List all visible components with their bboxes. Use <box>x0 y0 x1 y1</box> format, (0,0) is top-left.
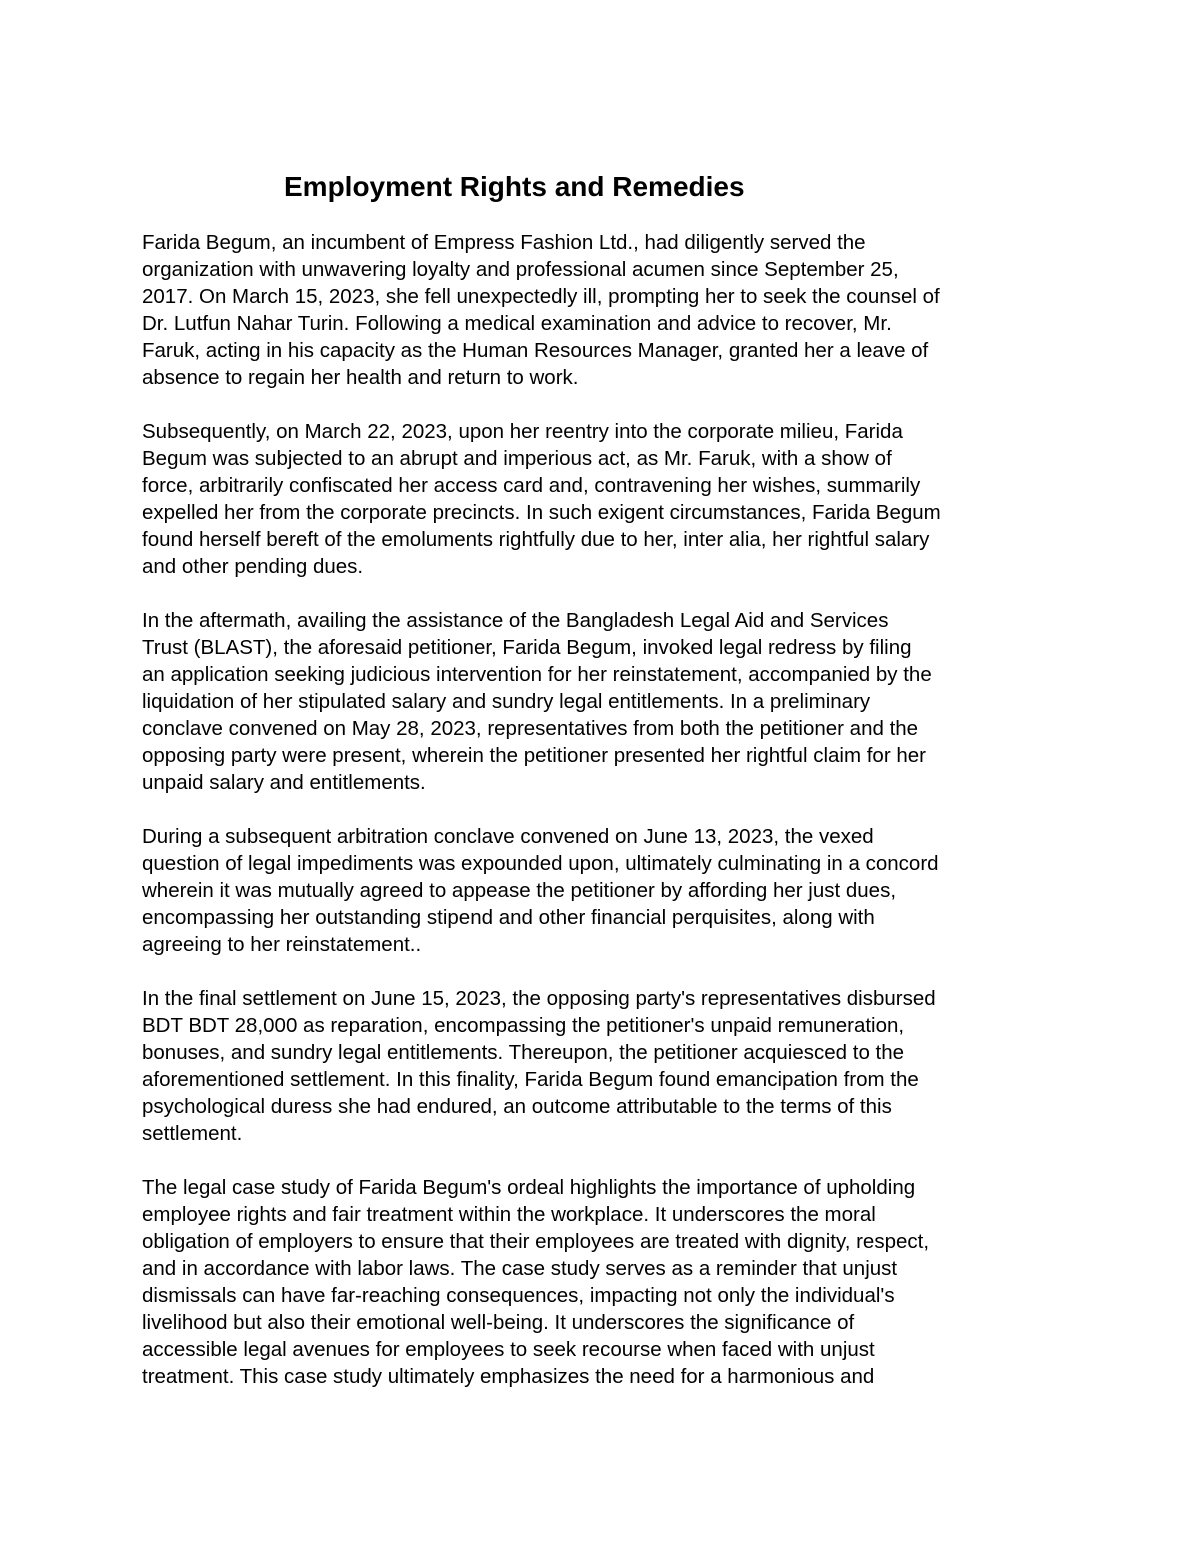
text-line: and other pending dues. <box>142 555 364 578</box>
text-line: wherein it was mutually agreed to appease the petitioner by affording her just dues, <box>142 879 897 902</box>
text-line: Farida Begum, an incumbent of Empress Fashion Ltd., had diligently served the <box>142 231 866 254</box>
text-line: BDT BDT 28,000 as reparation, encompassing the petitioner's unpaid remuneration, <box>142 1014 905 1037</box>
text-line: organization with unwavering loyalty and professional acumen since September 25, <box>142 258 899 281</box>
text-line: The legal case study of Farida Begum's ordeal highlights the importance of upholding <box>142 1176 916 1199</box>
text-line: livelihood but also their emotional well-being. It underscores the significance of <box>142 1311 855 1334</box>
text-line: absence to regain her health and return to work. <box>142 366 579 389</box>
text-line: settlement. <box>142 1122 243 1145</box>
text-line: opposing party were present, wherein the petitioner presented her rightful claim for her <box>142 744 926 767</box>
text-line: an application seeking judicious intervention for her reinstatement, accompanied by the <box>142 663 932 686</box>
text-line: During a subsequent arbitration conclave convened on June 13, 2023, the vexed <box>142 825 874 848</box>
text-line: unpaid salary and entitlements. <box>142 771 426 794</box>
text-line: expelled her from the corporate precincts. In such exigent circumstances, Farida Begum <box>142 501 941 524</box>
text-line: dismissals can have far-reaching consequences, impacting not only the individual's <box>142 1284 895 1307</box>
text-line: employee rights and fair treatment within the workplace. It underscores the moral <box>142 1203 876 1226</box>
text-line: encompassing her outstanding stipend and other financial perquisites, along with <box>142 906 875 929</box>
text-line: bonuses, and sundry legal entitlements. Thereupon, the petitioner acquiesced to the <box>142 1041 905 1064</box>
paragraph-5 <box>142 985 1062 1147</box>
paragraph-3 <box>142 607 1062 796</box>
text-line: Begum was subjected to an abrupt and imperious act, as Mr. Faruk, with a show of <box>142 447 892 470</box>
text-line: conclave convened on May 28, 2023, representatives from both the petitioner and the <box>142 717 919 740</box>
text-line: accessible legal avenues for employees to seek recourse when faced with unjust <box>142 1338 875 1361</box>
text-line: Subsequently, on March 22, 2023, upon her reentry into the corporate milieu, Farida <box>142 420 903 443</box>
text-line: In the aftermath, availing the assistance of the Bangladesh Legal Aid and Services <box>142 609 889 632</box>
document-body <box>142 229 1062 1417</box>
text-line: and in accordance with labor laws. The case study serves as a reminder that unjust <box>142 1257 898 1280</box>
text-line: psychological duress she had endured, an outcome attributable to the terms of this <box>142 1095 892 1118</box>
document-title: Employment Rights and Remedies <box>284 171 745 202</box>
text-line: treatment. This case study ultimately emphasizes the need for a harmonious and <box>142 1365 875 1388</box>
paragraph-4 <box>142 823 1062 958</box>
text-line: agreeing to her reinstatement.. <box>142 933 422 956</box>
text-line: aforementioned settlement. In this finality, Farida Begum found emancipation from the <box>142 1068 919 1091</box>
text-line: Trust (BLAST), the aforesaid petitioner, Farida Begum, invoked legal redress by filing <box>142 636 912 659</box>
text-line: Faruk, acting in his capacity as the Human Resources Manager, granted her a leave of <box>142 339 929 362</box>
text-line: found herself bereft of the emoluments rightfully due to her, inter alia, her rightful salary <box>142 528 930 551</box>
paragraph-6 <box>142 1174 1062 1390</box>
text-line: liquidation of her stipulated salary and sundry legal entitlements. In a preliminary <box>142 690 871 713</box>
text-line: In the final settlement on June 15, 2023, the opposing party's representatives disbursed <box>142 987 936 1010</box>
text-line: Dr. Lutfun Nahar Turin. Following a medical examination and advice to recover, Mr. <box>142 312 892 335</box>
text-line: question of legal impediments was expounded upon, ultimately culminating in a concord <box>142 852 939 875</box>
text-line: force, arbitrarily confiscated her access card and, contravening her wishes, summarily <box>142 474 921 497</box>
text-line: 2017. On March 15, 2023, she fell unexpectedly ill, prompting her to seek the counsel of <box>142 285 940 308</box>
paragraph-1 <box>142 229 1062 391</box>
paragraph-2 <box>142 418 1062 580</box>
text-line: obligation of employers to ensure that their employees are treated with dignity, respect, <box>142 1230 930 1253</box>
